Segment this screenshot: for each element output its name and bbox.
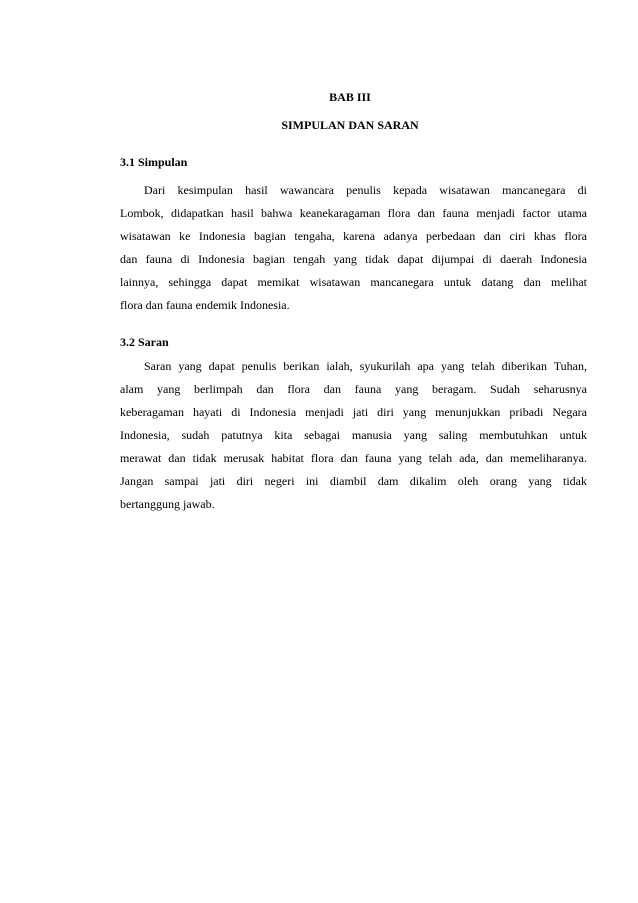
paragraph-line: Lombok, didapatkan hasil bahwa keanekaragaman flora dan fauna menjadi factor utama [120, 206, 587, 220]
paragraph-line: keberagaman hayati di Indonesia menjadi jati diri yang menunjukkan pribadi Negara [120, 405, 587, 419]
paragraph-line: Indonesia, sudah patutnya kita sebagai manusia yang saling membutuhkan untuk [120, 428, 587, 442]
section-heading-simpulan: 3.1 Simpulan [120, 155, 188, 169]
paragraph-line: merawat dan tidak merusak habitat flora dan fauna yang telah ada, dan memeliharanya. [120, 451, 587, 465]
chapter-heading: BAB III [329, 90, 371, 104]
paragraph-line: Dari kesimpulan hasil wawancara penulis kepada wisatawan mancanegara di [144, 183, 587, 197]
paragraph-line: alam yang berlimpah dan flora dan fauna yang beragam. Sudah seharusnya [120, 382, 587, 396]
section-heading-saran: 3.2 Saran [120, 335, 169, 349]
paragraph-line: Saran yang dapat penulis berikan ialah, syukurilah apa yang telah diberikan Tuhan, [144, 359, 587, 373]
paragraph-line: wisatawan ke Indonesia bagian tengaha, karena adanya perbedaan dan ciri khas flora [120, 229, 587, 243]
paragraph-line: Jangan sampai jati diri negeri ini diambil dam dikalim oleh orang yang tidak [120, 474, 587, 488]
paragraph-line: dan fauna di Indonesia bagian tengah yang tidak dapat dijumpai di daerah Indonesia [120, 252, 587, 266]
chapter-title: SIMPULAN DAN SARAN [281, 118, 419, 132]
paragraph-line: flora dan fauna endemik Indonesia. [120, 298, 290, 312]
paragraph-line: lainnya, sehingga dapat memikat wisatawan mancanegara untuk datang dan melihat [120, 275, 587, 289]
paragraph-line: bertanggung jawab. [120, 497, 215, 511]
